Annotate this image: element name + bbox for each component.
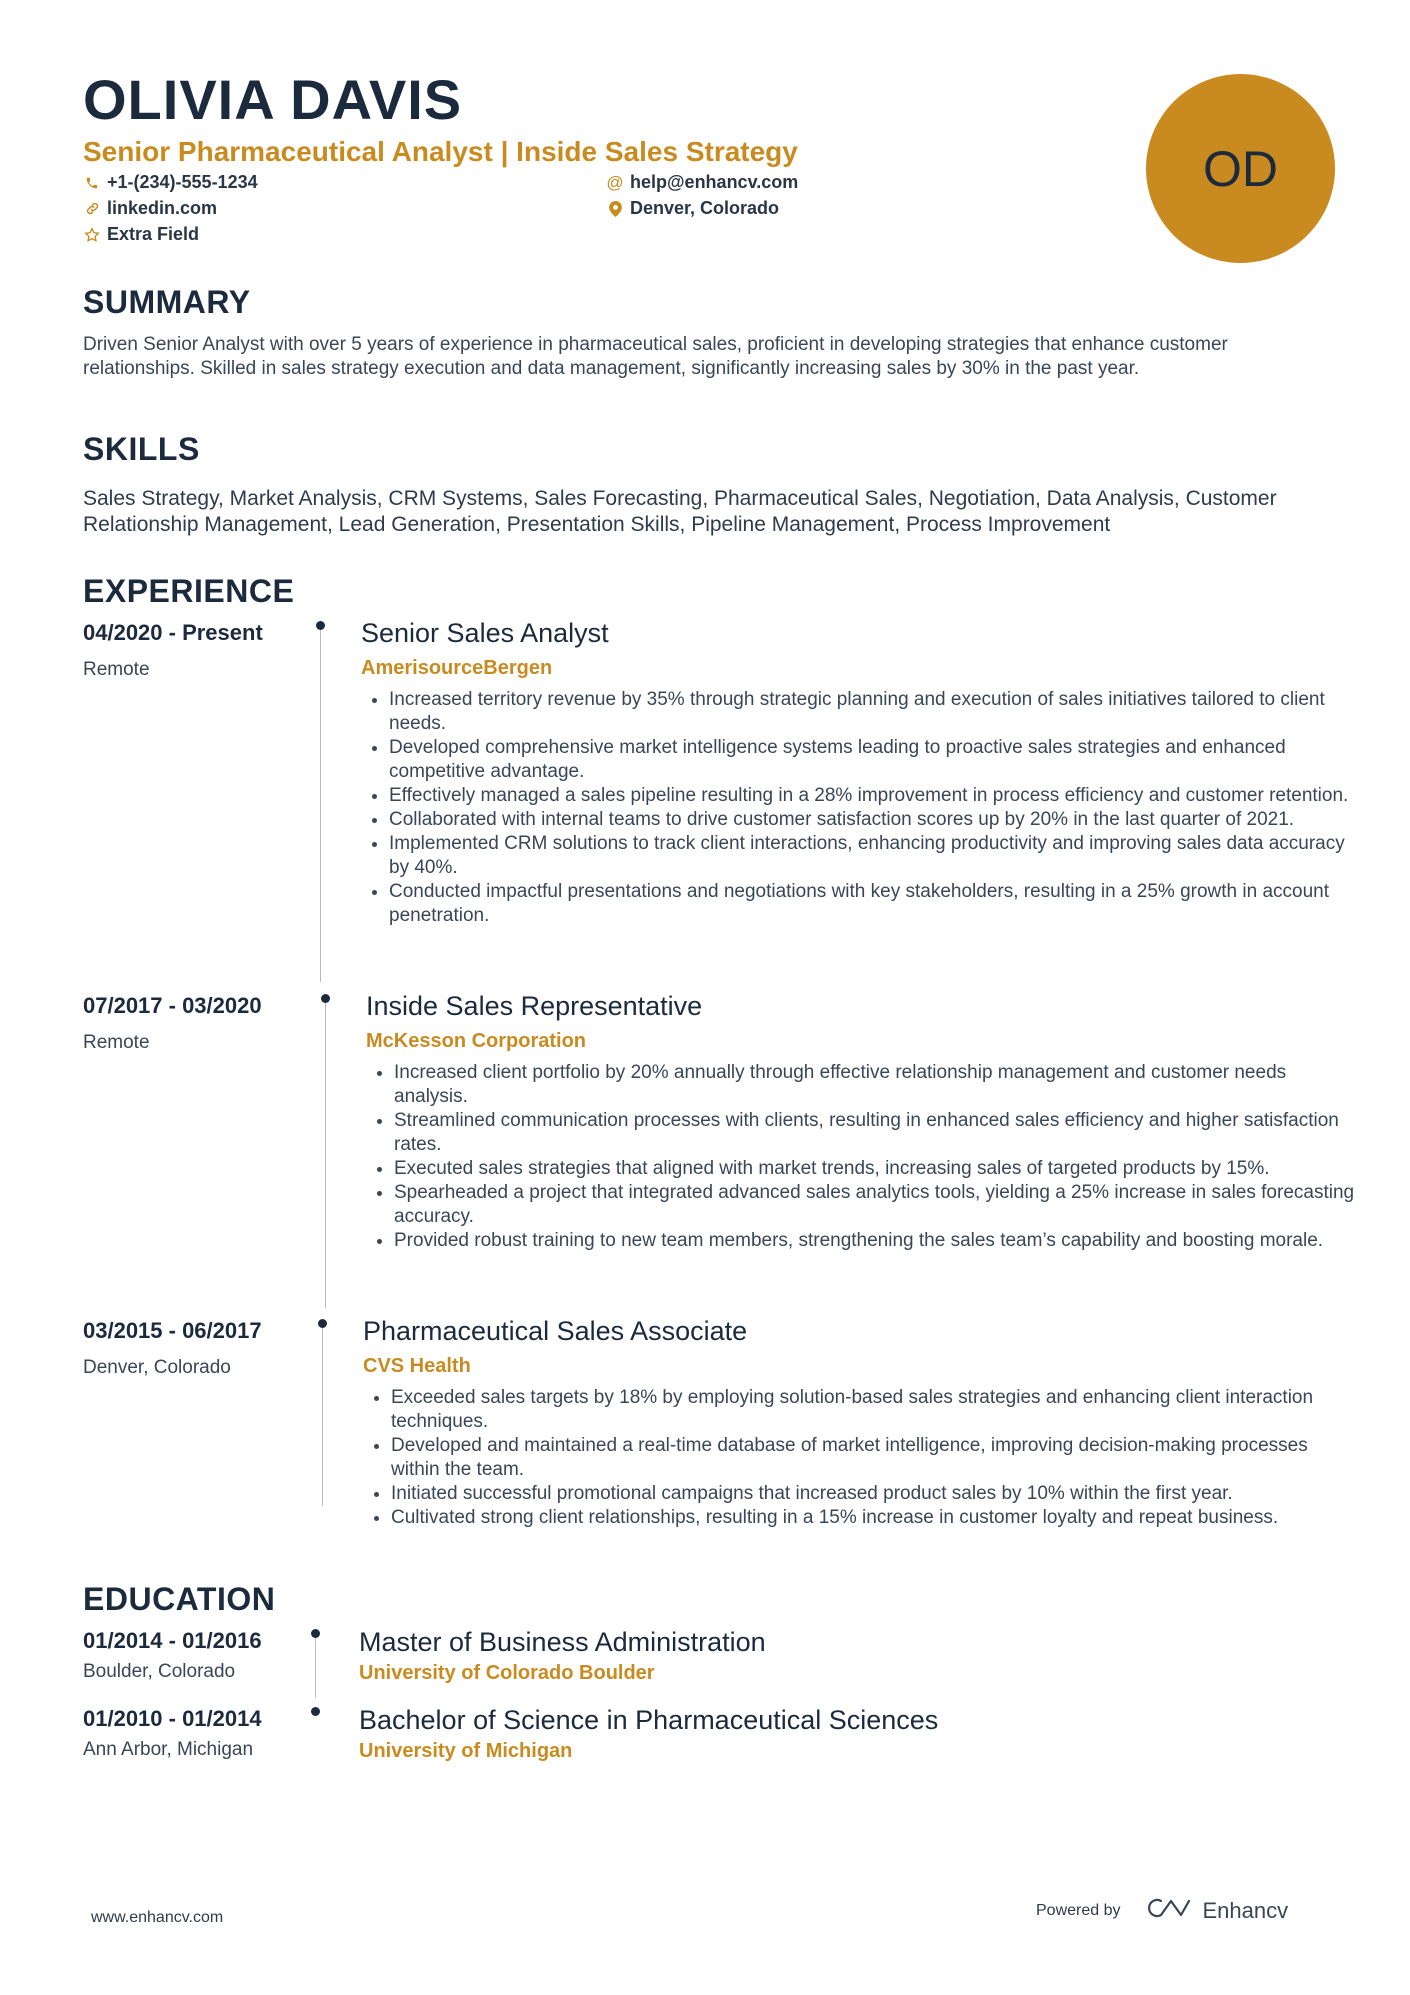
list-item: • Initiated successful promotional campaigns that increased product sales by 10% within the first year. xyxy=(391,1482,1359,1506)
contact-email[interactable] xyxy=(606,172,798,193)
job-location: Remote xyxy=(83,659,150,680)
timeline-dot xyxy=(311,1629,320,1638)
job-role: Senior Sales Analyst xyxy=(361,618,609,648)
list-item: • Collaborated with internal teams to drive customer satisfaction scores up by 20% in the last quarter of 2021. xyxy=(389,808,1359,832)
education-heading: EDUCATION xyxy=(83,1581,276,1617)
job-location: Remote xyxy=(83,1032,150,1053)
timeline-dot xyxy=(318,1319,327,1328)
education-location: Boulder, Colorado xyxy=(83,1661,236,1682)
skills-text: Sales Strategy, Market Analysis, CRM Systems, Sales Forecasting, Pharmaceutical Sales, Negotiation, Data Analysis, Customer Relationship Management, Lead Generation, Presentation Skills, Pipeline Management, Process Improvement xyxy=(83,487,1277,536)
avatar xyxy=(1146,74,1335,263)
education-school: University of Michigan xyxy=(359,1740,573,1762)
summary-heading: SUMMARY xyxy=(83,284,251,320)
location-text: Denver, Colorado xyxy=(630,198,780,218)
contact-linkedin[interactable] xyxy=(83,198,217,219)
job-company: CVS Health xyxy=(363,1355,471,1377)
job-bullets xyxy=(364,1386,1359,1530)
list-item: • Developed comprehensive market intelligence systems leading to proactive sales strategies and enhanced competitive advantage. xyxy=(389,736,1359,784)
education-dates: 01/2010 - 01/2014 xyxy=(83,1706,262,1731)
skills-heading: SKILLS xyxy=(83,431,200,467)
education-school: University of Colorado Boulder xyxy=(359,1662,655,1684)
job-dates: 03/2015 - 06/2017 xyxy=(83,1318,262,1343)
list-item: • Increased client portfolio by 20% annually through effective relationship management and customer needs analysis. xyxy=(394,1061,1359,1109)
star-icon xyxy=(83,226,101,244)
list-item: • Conducted impactful presentations and negotiations with key stakeholders, resulting in a 25% growth in account penetration. xyxy=(389,880,1359,928)
job-company: AmerisourceBergen xyxy=(361,657,553,679)
phone-text: +1-(234)-555-1234 xyxy=(107,172,258,192)
footer-website[interactable]: www.enhancv.com xyxy=(91,1909,224,1926)
job-role: Pharmaceutical Sales Associate xyxy=(363,1316,748,1346)
list-item: • Implemented CRM solutions to track client interactions, enhancing productivity and improving sales data accuracy by 40%. xyxy=(389,832,1359,880)
list-item: • Streamlined communication processes with clients, resulting in enhanced sales efficiency and higher satisfaction rates. xyxy=(394,1109,1359,1157)
job-dates: 04/2020 - Present xyxy=(83,620,263,645)
education-degree: Bachelor of Science in Pharmaceutical Sciences xyxy=(359,1705,939,1735)
extra-field-text: Extra Field xyxy=(107,224,200,244)
phone-icon xyxy=(83,174,101,192)
list-item: • Spearheaded a project that integrated advanced sales analytics tools, yielding a 25% increase in sales forecasting accuracy. xyxy=(394,1181,1359,1229)
education-location: Ann Arbor, Michigan xyxy=(83,1739,254,1760)
timeline-line xyxy=(322,1328,323,1506)
contact-location xyxy=(606,198,779,219)
job-company: McKesson Corporation xyxy=(366,1030,587,1052)
contact-phone xyxy=(83,172,258,193)
timeline-dot xyxy=(316,621,325,630)
job-dates: 07/2017 - 03/2020 xyxy=(83,993,262,1018)
timeline-line xyxy=(325,1003,326,1308)
job-location: Denver, Colorado xyxy=(83,1357,231,1378)
list-item: • Developed and maintained a real-time database of market intelligence, improving decision-making processes within the team. xyxy=(391,1434,1359,1482)
avatar-initials: OD xyxy=(1203,140,1278,197)
link-icon xyxy=(83,200,101,218)
contact-extra xyxy=(83,224,199,245)
list-item: • Cultivated strong client relationships, resulting in a 15% increase in customer loyalty and repeat business. xyxy=(391,1506,1359,1530)
education-degree: Master of Business Administration xyxy=(359,1627,766,1657)
pin-icon xyxy=(606,200,624,218)
enhancv-logo-icon xyxy=(1147,1897,1193,1924)
email-link[interactable]: help@enhancv.com xyxy=(630,172,799,192)
education-dates: 01/2014 - 01/2016 xyxy=(83,1628,262,1653)
powered-by-label: Powered by xyxy=(1036,1901,1121,1919)
list-item: • Provided robust training to new team members, strengthening the sales team’s capability and boosting morale. xyxy=(394,1229,1359,1253)
job-bullets xyxy=(362,688,1359,928)
timeline-dot xyxy=(321,994,330,1003)
footer-branding xyxy=(1036,1897,1288,1924)
candidate-title: Senior Pharmaceutical Analyst | Inside Sales Strategy xyxy=(83,136,798,167)
summary-text: Driven Senior Analyst with over 5 years of experience in pharmaceutical sales, proficient in developing strategies that enhance customer relationships. Skilled in sales strategy execution and data management, significantly increasing sales by 30% in the past year. xyxy=(83,334,1228,379)
list-item: • Exceeded sales targets by 18% by employing solution-based sales strategies and enhancing client interaction techniques. xyxy=(391,1386,1359,1434)
brand-name: Enhancv xyxy=(1202,1897,1289,1923)
job-role: Inside Sales Representative xyxy=(366,991,703,1021)
timeline-line xyxy=(315,1638,316,1698)
linkedin-link[interactable]: linkedin.com xyxy=(107,198,218,218)
list-item: • Executed sales strategies that aligned with market trends, increasing sales of targeted products by 15%. xyxy=(394,1157,1359,1181)
job-bullets xyxy=(367,1061,1359,1253)
timeline-line xyxy=(320,630,321,982)
experience-heading: EXPERIENCE xyxy=(83,573,295,609)
list-item: • Effectively managed a sales pipeline resulting in a 28% improvement in process efficiency and customer retention. xyxy=(389,784,1359,808)
at-icon: @ xyxy=(606,172,624,192)
list-item: • Increased territory revenue by 35% through strategic planning and execution of sales initiatives tailored to client needs. xyxy=(389,688,1359,736)
timeline-dot xyxy=(311,1707,320,1716)
candidate-name: OLIVIA DAVIS xyxy=(83,68,463,131)
